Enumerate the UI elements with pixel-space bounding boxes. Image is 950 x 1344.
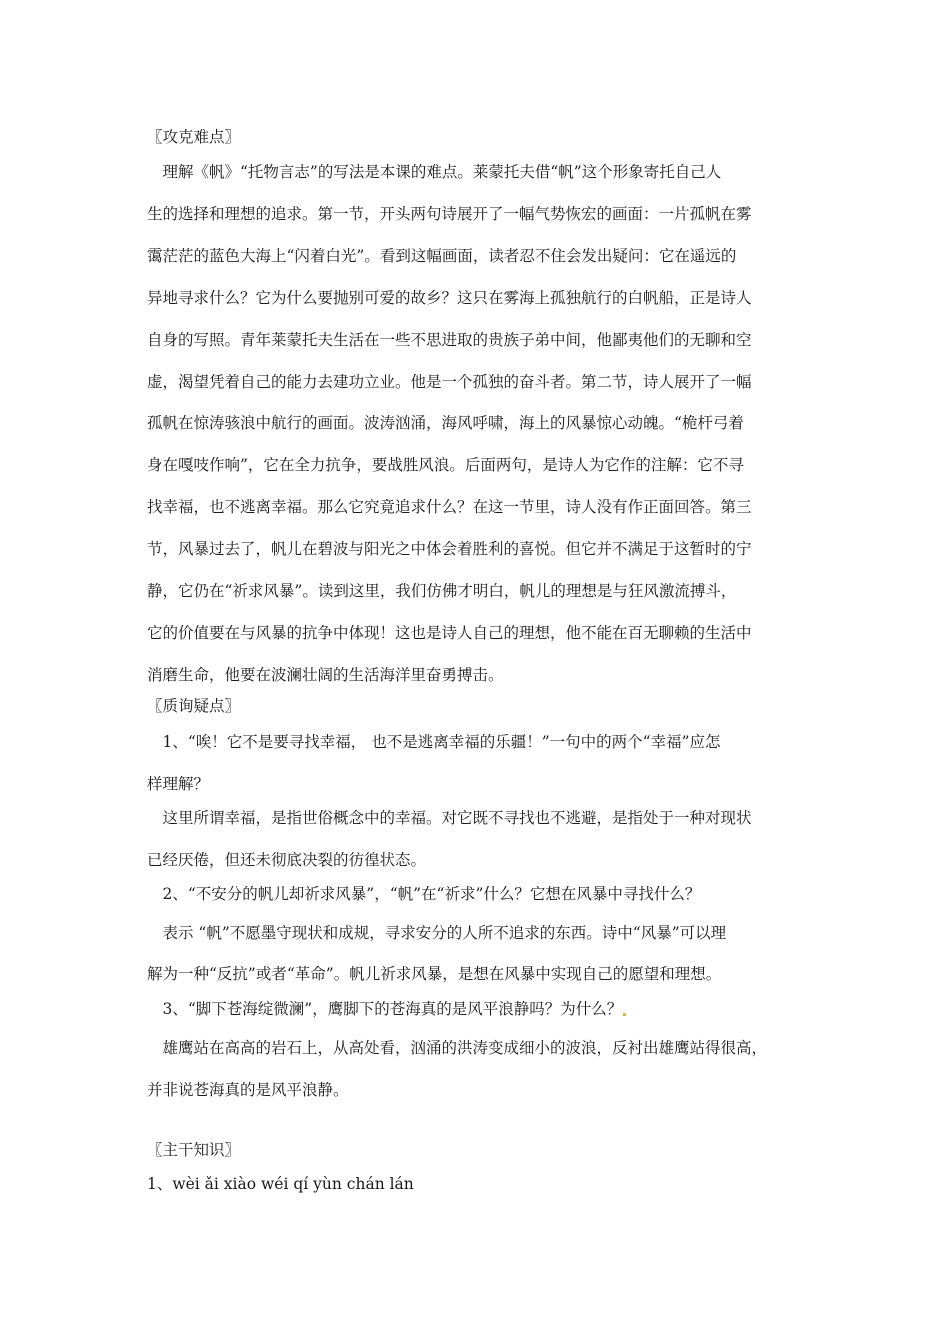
section-heading-difficulty: 〖攻克难点〗 xyxy=(147,128,241,146)
paragraph-line: 找幸福，也不逃离幸福。那么它究竟追求什么？在这一节里，诗人没有作正面回答。第三 xyxy=(147,498,752,516)
question-2: 2、“不安分的帆儿却祈求风暴”，“帆”在“祈求”什么？它想在风暴中寻找什么？ xyxy=(147,885,701,903)
question-3-text: 3、“脚下苍海绽微澜”，鹰脚下的苍海真的是风平浪静吗？为什么？ xyxy=(147,1000,623,1018)
answer-2-line: 解为一种“反抗”或者“革命”。帆儿祈求风暴，是想在风暴中实现自己的愿望和理想。 xyxy=(147,965,722,983)
section-heading-knowledge: 〖主干知识〗 xyxy=(147,1141,241,1159)
section-heading-questions: 〖质询疑点〗 xyxy=(147,697,241,715)
answer-1-line: 这里所谓幸福，是指世俗概念中的幸福。对它既不寻找也不逃避，是指处于一种对现状 xyxy=(147,809,752,827)
answer-1-line: 已经厌倦，但还未彻底决裂的彷徨状态。 xyxy=(147,851,427,869)
paragraph-line: 虚，渴望凭着自己的能力去建功立业。他是一个孤独的奋斗者。第二节，诗人展开了一幅 xyxy=(147,373,752,391)
annotation-mark-icon xyxy=(623,1013,626,1016)
paragraph-line: 霭茫茫的蓝色大海上“闪着白光”。看到这幅画面，读者忍不住会发出疑问：它在遥远的 xyxy=(147,247,737,265)
question-3 xyxy=(147,998,827,1020)
answer-3-line: 并非说苍海真的是风平浪静。 xyxy=(147,1081,349,1099)
paragraph-line: 它的价值要在与风暴的抗争中体现！这也是诗人自己的理想，他不能在百无聊赖的生活中 xyxy=(147,624,752,642)
question-1-line: 1、“唉！它不是要寻找幸福， 也不是逃离幸福的乐疆！”一句中的两个“幸福”应怎 xyxy=(147,733,721,751)
answer-3-line: 雄鹰站在高高的岩石上，从高处看，汹涌的洪涛变成细小的波浪，反衬出雄鹰站得很高， xyxy=(147,1039,768,1057)
pinyin-line: 1、wèi ǎi xiào wéi qí yùn chán lán xyxy=(147,1175,414,1193)
paragraph-line: 消磨生命，他要在波澜壮阔的生活海洋里奋勇搏击。 xyxy=(147,666,504,684)
paragraph-line: 静，它仍在“祈求风暴”。读到这里，我们仿佛才明白，帆儿的理想是与狂风激流搏斗， xyxy=(147,582,737,600)
question-1-line: 样理解？ xyxy=(147,775,210,793)
paragraph-line: 孤帆在惊涛骇浪中航行的画面。波涛汹涌，海风呼啸，海上的风暴惊心动魄。“桅杆弓着 xyxy=(147,414,744,432)
paragraph-line: 理解《帆》“托物言志”的写法是本课的难点。莱蒙托夫借“帆”这个形象寄托自己人 xyxy=(147,163,722,181)
answer-2-line: 表示 “帆”不愿墨守现状和成规，寻求安分的人所不追求的东西。诗中“风暴”可以理 xyxy=(147,924,727,942)
paragraph-line: 生的选择和理想的追求。第一节，开头两句诗展开了一幅气势恢宏的画面：一片孤帆在雾 xyxy=(147,205,752,223)
paragraph-line: 身在嘎吱作响”，它在全力抗争，要战胜风浪。后面两句，是诗人为它作的注解：它不寻 xyxy=(147,456,744,474)
paragraph-line: 异地寻求什么？它为什么要抛别可爱的故乡？这只在雾海上孤独航行的白帆船，正是诗人 xyxy=(147,289,752,307)
paragraph-line: 节，风暴过去了，帆儿在碧波与阳光之中体会着胜利的喜悦。但它并不满足于这暂时的宁 xyxy=(147,540,752,558)
paragraph-line: 自身的写照。青年莱蒙托夫生活在一些不思进取的贵族子弟中间，他鄙夷他们的无聊和空 xyxy=(147,331,752,349)
